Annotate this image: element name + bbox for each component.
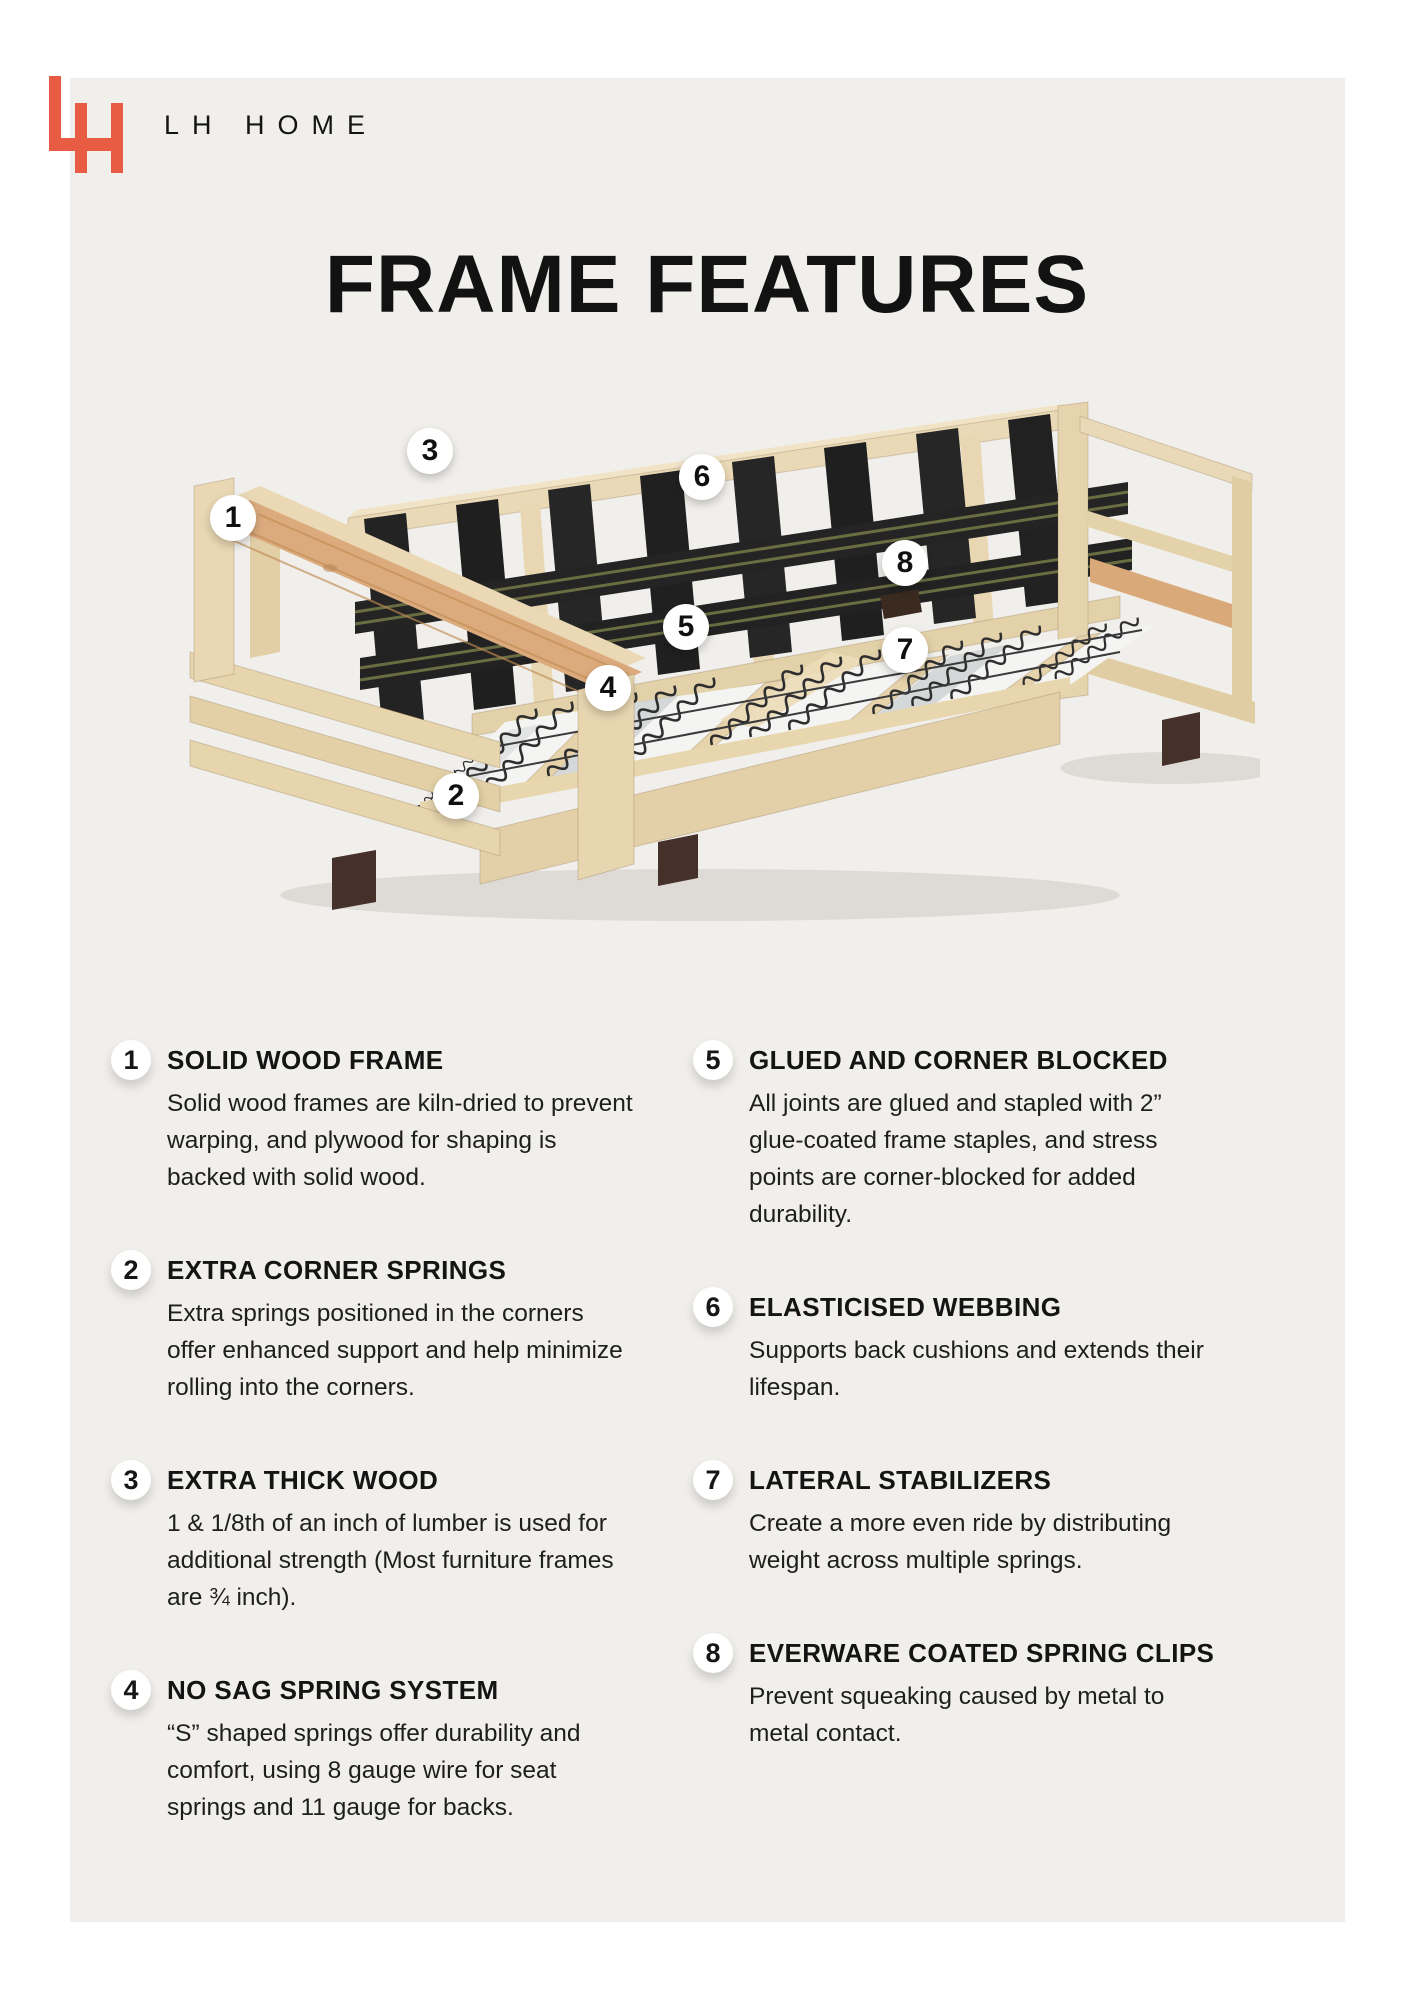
feature-body: Solid wood frames are kiln-dried to prevent warping, and plywood for shaping is backed with solid wood. — [167, 1090, 633, 1191]
callout-badge-5: 5 — [663, 604, 709, 650]
callout-badge-7: 7 — [882, 627, 928, 673]
callout-badge-3: 3 — [407, 428, 453, 474]
feature-item-3 — [111, 1460, 671, 1616]
sofa-frame-illustration — [180, 390, 1260, 935]
feature-number-badge: 7 — [693, 1460, 733, 1500]
feature-body: Supports back cushions and extends their lifespan. — [749, 1337, 1204, 1401]
callout-badge-2: 2 — [433, 773, 479, 819]
feature-item-5 — [693, 1040, 1253, 1233]
callout-badge-8: 8 — [882, 540, 928, 586]
feature-title: EXTRA THICK WOOD — [167, 1465, 439, 1495]
feature-number-badge: 4 — [111, 1670, 151, 1710]
feature-item-4 — [111, 1670, 671, 1826]
callout-badge-1: 1 — [210, 495, 256, 541]
right-arm — [1058, 402, 1255, 766]
feature-item-7 — [693, 1460, 1253, 1579]
feature-column-right — [693, 1040, 1253, 1806]
feature-body: Extra springs positioned in the corners offer enhanced support and help minimize rolling into the corners. — [167, 1300, 623, 1401]
feature-body: All joints are glued and stapled with 2” glue-coated frame staples, and stress points are corner-blocked for added durability. — [749, 1090, 1162, 1228]
feature-number-badge: 2 — [111, 1250, 151, 1290]
feature-title: LATERAL STABILIZERS — [749, 1465, 1052, 1495]
lh-logo-icon — [49, 76, 123, 173]
feature-item-1 — [111, 1040, 671, 1196]
feature-number-badge: 8 — [693, 1633, 733, 1673]
feature-title: EXTRA CORNER SPRINGS — [167, 1255, 507, 1285]
feature-body: Prevent squeaking caused by metal to metal contact. — [749, 1683, 1165, 1747]
feature-number-badge: 5 — [693, 1040, 733, 1080]
feature-number-badge: 1 — [111, 1040, 151, 1080]
feature-title: ELASTICISED WEBBING — [749, 1292, 1062, 1322]
feature-number-badge: 3 — [111, 1460, 151, 1500]
feature-title: GLUED AND CORNER BLOCKED — [749, 1045, 1168, 1075]
feature-title: NO SAG SPRING SYSTEM — [167, 1675, 499, 1705]
brand-name: LH HOME — [164, 110, 379, 140]
feature-title: SOLID WOOD FRAME — [167, 1045, 444, 1075]
feature-item-2 — [111, 1250, 671, 1406]
feature-title: EVERWARE COATED SPRING CLIPS — [749, 1638, 1215, 1668]
feature-body: Create a more even ride by distributing weight across multiple springs. — [749, 1510, 1172, 1574]
callout-badge-4: 4 — [585, 665, 631, 711]
page-title: FRAME FEATURES — [324, 239, 1090, 330]
feature-column-left — [111, 1040, 671, 1880]
callout-badge-6: 6 — [679, 454, 725, 500]
feature-number-badge: 6 — [693, 1287, 733, 1327]
feature-body: “S” shaped springs offer durability and comfort, using 8 gauge wire for seat springs and 11 gauge for backs. — [167, 1720, 581, 1821]
feature-body: 1 & 1/8th of an inch of lumber is used for additional strength (Most furniture frames are ¾ inch). — [167, 1510, 614, 1611]
feature-item-8 — [693, 1633, 1253, 1752]
feature-item-6 — [693, 1287, 1253, 1406]
